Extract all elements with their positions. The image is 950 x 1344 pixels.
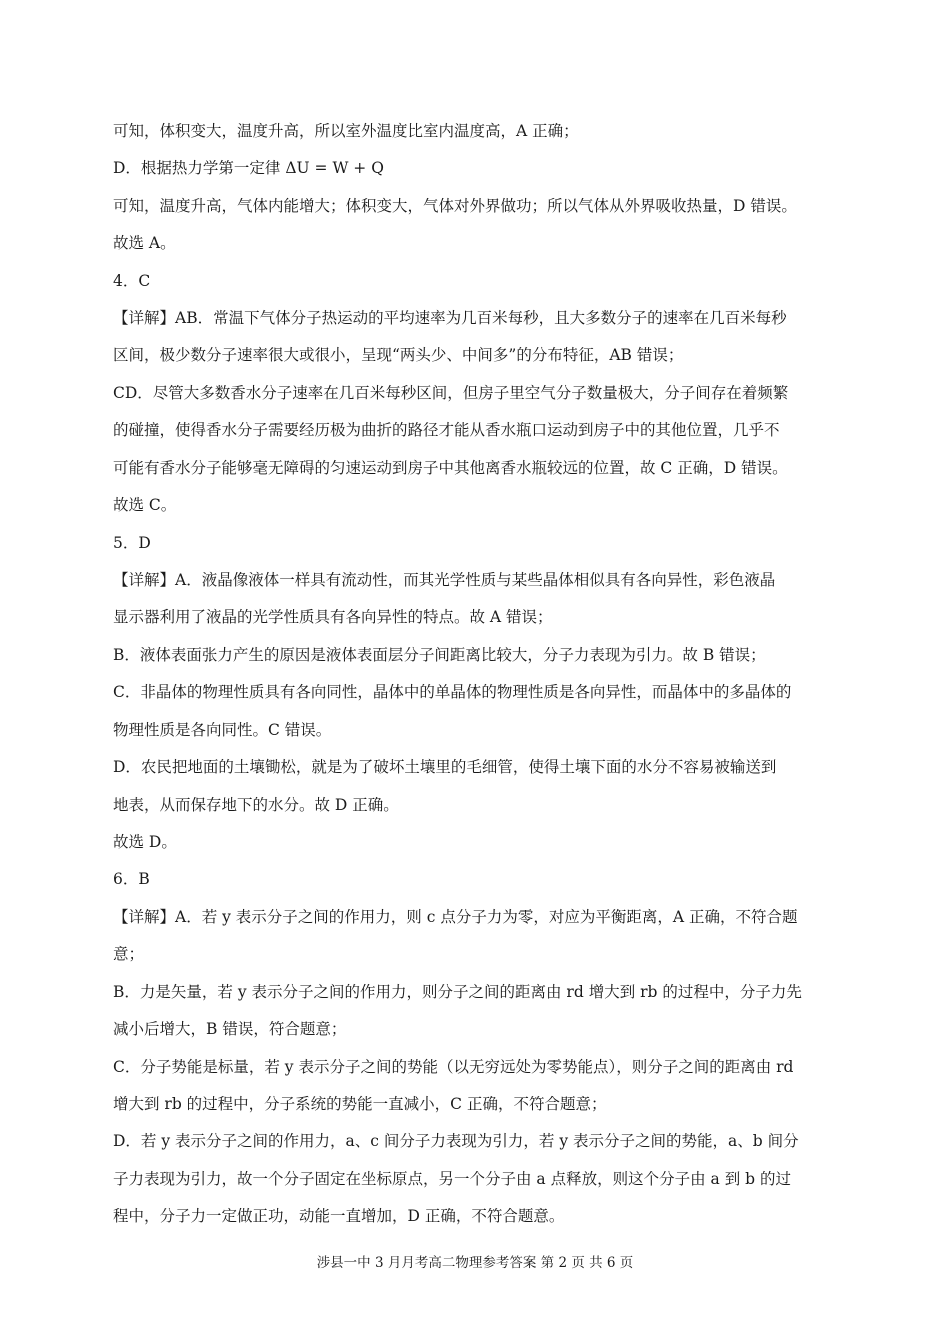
text-line: 意； bbox=[113, 945, 145, 963]
text-line: 减小后增大，B 错误，符合题意； bbox=[113, 1020, 347, 1038]
text-line: B．液体表面张力产生的原因是液体表面层分子间距离比较大，分子力表现为引力。故 B 错误； bbox=[113, 646, 766, 664]
text-line: B．力是矢量，若 y 表示分子之间的作用力，则分子之间的距离由 rd 增大到 rb 的过程中，分子力先 bbox=[113, 983, 802, 1001]
text-line: C．分子势能是标量，若 y 表示分子之间的势能（以无穷远处为零势能点），则分子之间的距离由 rd bbox=[113, 1058, 794, 1076]
question-number: 6．B bbox=[113, 870, 150, 888]
question-number: 4．C bbox=[113, 272, 151, 290]
text-line: 故选 A。 bbox=[113, 234, 176, 252]
page-footer: 涉县一中 3 月月考高二物理参考答案 第 2 页 共 6 页 bbox=[316, 1255, 634, 1271]
text-line: 子力表现为引力，故一个分子固定在坐标原点，另一个分子由 a 点释放，则这个分子由 a 到 b 的过 bbox=[113, 1170, 791, 1188]
text-line: 区间，极少数分子速率很大或很小，呈现“两头少、中间多”的分布特征，AB 错误； bbox=[113, 346, 684, 364]
text-line: 物理性质是各向同性。C 错误。 bbox=[113, 721, 332, 739]
text-line: 【详解】A．若 y 表示分子之间的作用力，则 c 点分子力为零，对应为平衡距离，A 正确，不符合题 bbox=[113, 908, 798, 926]
text-line: C．非晶体的物理性质具有各向同性，晶体中的单晶体的物理性质是各向异性，而晶体中的多晶体的 bbox=[113, 683, 792, 701]
text-line: 可知，温度升高，气体内能增大；体积变大，气体对外界做功；所以气体从外界吸收热量，D 错误。 bbox=[113, 197, 797, 215]
text-line: 显示器利用了液晶的光学性质具有各向异性的特点。故 A 错误； bbox=[113, 608, 553, 626]
text-line: CD．尽管大多数香水分子速率在几百米每秒区间，但房子里空气分子数量极大，分子间存在着频繁 bbox=[113, 384, 789, 402]
text-line: 【详解】AB．常温下气体分子热运动的平均速率为几百米每秒，且大多数分子的速率在几百米每秒 bbox=[113, 309, 787, 327]
text-line: D．根据热力学第一定律 ΔU = W + Q bbox=[113, 159, 384, 177]
text-line: 程中，分子力一定做正功，动能一直增加，D 正确，不符合题意。 bbox=[113, 1207, 565, 1225]
question-number: 5．D bbox=[113, 534, 151, 552]
text-line: 增大到 rb 的过程中，分子系统的势能一直减小，C 正确，不符合题意； bbox=[113, 1095, 607, 1113]
text-line: D．若 y 表示分子之间的作用力，a、c 间分子力表现为引力，若 y 表示分子之间的势能，a、b 间分 bbox=[113, 1132, 799, 1150]
text-line: 可知，体积变大，温度升高，所以室外温度比室内温度高，A 正确； bbox=[113, 122, 579, 140]
text-line: 故选 D。 bbox=[113, 833, 177, 851]
text-line: D．农民把地面的土壤锄松，就是为了破坏土壤里的毛细管，使得土壤下面的水分不容易被输送到 bbox=[113, 758, 777, 776]
text-line: 地表，从而保存地下的水分。故 D 正确。 bbox=[113, 796, 399, 814]
text-line: 可能有香水分子能够毫无障碍的匀速运动到房子中其他离香水瓶较远的位置，故 C 正确，D 错误。 bbox=[113, 459, 788, 477]
text-line: 【详解】A．液晶像液体一样具有流动性，而其光学性质与某些晶体相似具有各向异性，彩色液晶 bbox=[113, 571, 776, 589]
text-line: 的碰撞，使得香水分子需要经历极为曲折的路径才能从香水瓶口运动到房子中的其他位置，几乎不 bbox=[113, 421, 780, 439]
text-line: 故选 C。 bbox=[113, 496, 177, 514]
